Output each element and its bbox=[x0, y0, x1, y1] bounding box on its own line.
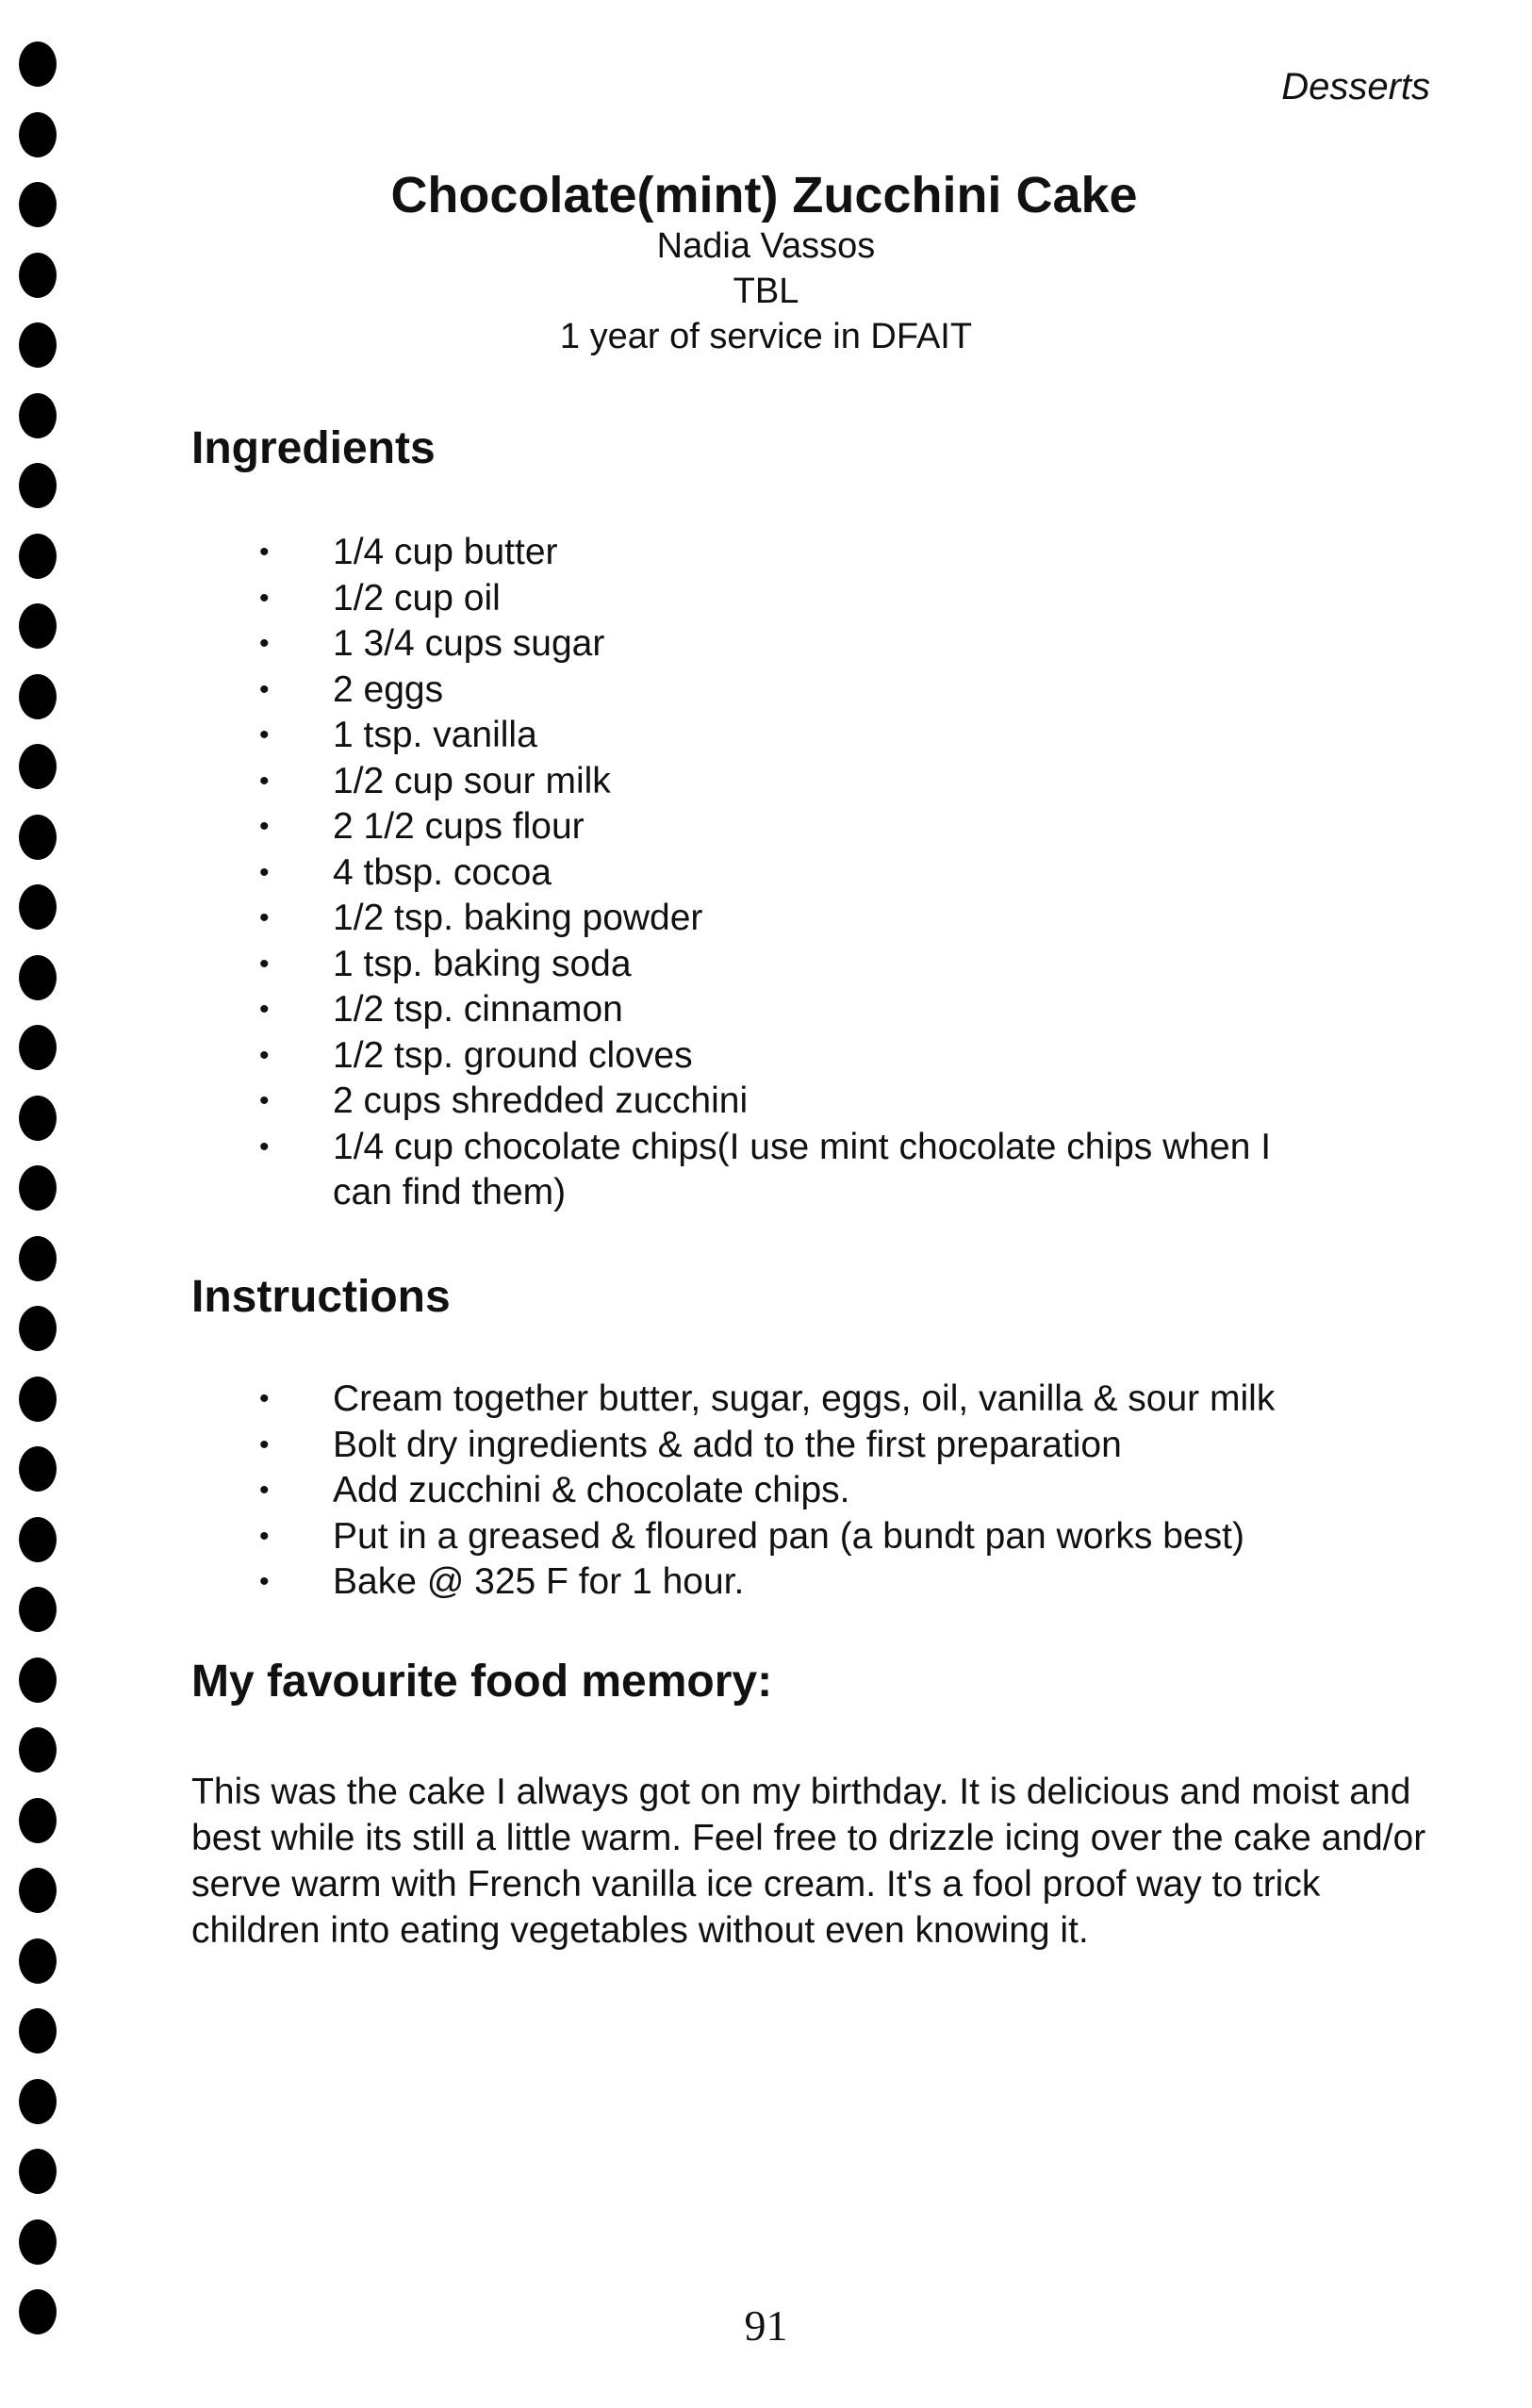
bullet-icon: • bbox=[259, 719, 270, 750]
ingredient-item-text: 1 tsp. vanilla bbox=[333, 715, 537, 755]
memory-heading: My favourite food memory: bbox=[191, 1657, 773, 1707]
ingredient-item-text: 1/4 cup butter bbox=[333, 532, 558, 572]
instruction-item bbox=[0, 1377, 1301, 1423]
instruction-item-text: Bolt dry ingredients & add to the first preparation bbox=[333, 1424, 1122, 1465]
ingredient-item bbox=[0, 896, 1301, 942]
bullet-icon: • bbox=[259, 582, 270, 614]
instruction-item bbox=[0, 1514, 1301, 1560]
recipe-service: 1 year of service in DFAIT bbox=[559, 317, 973, 357]
binding-hole bbox=[19, 2008, 57, 2053]
ingredient-item-text: 1/2 cup oil bbox=[333, 577, 501, 618]
recipe-author: Nadia Vassos bbox=[656, 226, 876, 267]
ingredient-item-text: 1/2 tsp. baking powder bbox=[333, 898, 703, 938]
ingredient-item-text: 1/2 cup sour milk bbox=[333, 760, 611, 801]
bullet-icon: • bbox=[259, 856, 270, 888]
ingredient-item bbox=[0, 668, 1301, 714]
ingredient-item bbox=[0, 804, 1301, 850]
binding-hole bbox=[19, 463, 57, 508]
bullet-icon: • bbox=[259, 994, 270, 1025]
ingredient-item-text: 2 1/2 cups flour bbox=[333, 806, 585, 847]
memory-text: This was the cake I always got on my birthday. It is delicious and moist and best while its still a little warm. Feel free to drizzle icing over the cake and/or serve warm with French vanilla ice cream. It's a fool proof way to trick children into eating vegetables without even knowing it. bbox=[191, 1772, 1426, 1951]
recipe-header bbox=[0, 168, 1532, 359]
bullet-icon: • bbox=[259, 1085, 270, 1116]
instructions-list bbox=[0, 1377, 1301, 1606]
bullet-icon: • bbox=[259, 1520, 270, 1552]
section-tag: Desserts bbox=[1281, 66, 1430, 107]
bullet-icon: • bbox=[259, 1428, 270, 1460]
ingredient-item-text: 1/2 tsp. cinnamon bbox=[333, 989, 623, 1030]
binding-hole bbox=[19, 1658, 57, 1703]
recipe-title: Chocolate(mint) Zucchini Cake bbox=[390, 167, 1138, 223]
binding-hole bbox=[19, 1798, 57, 1843]
binding-hole bbox=[19, 1236, 57, 1281]
binding-hole bbox=[19, 112, 57, 157]
ingredient-item bbox=[0, 1079, 1301, 1125]
bullet-icon: • bbox=[259, 673, 270, 705]
ingredient-item bbox=[0, 942, 1301, 988]
binding-holes bbox=[19, 41, 57, 2399]
bullet-icon: • bbox=[259, 1039, 270, 1071]
binding-hole bbox=[19, 1868, 57, 1913]
ingredient-item bbox=[0, 1125, 1301, 1216]
ingredient-item-text: 2 eggs bbox=[333, 668, 444, 710]
instruction-item-text: Cream together butter, sugar, eggs, oil, vanilla & sour milk bbox=[333, 1378, 1276, 1419]
instruction-item-text: Bake @ 325 F for 1 hour. bbox=[333, 1561, 745, 1602]
bullet-icon: • bbox=[259, 948, 270, 980]
binding-hole bbox=[19, 2079, 57, 2124]
bullet-icon: • bbox=[259, 1566, 270, 1597]
ingredient-item bbox=[0, 530, 1301, 576]
binding-hole bbox=[19, 393, 57, 438]
binding-hole bbox=[19, 1727, 57, 1773]
bullet-icon: • bbox=[259, 811, 270, 842]
page-number: 91 bbox=[744, 2301, 788, 2350]
instructions-heading: Instructions bbox=[191, 1272, 451, 1322]
ingredient-item-text: 1/2 tsp. ground cloves bbox=[333, 1034, 693, 1076]
bullet-icon: • bbox=[259, 536, 270, 568]
ingredient-item-text: 1 3/4 cups sugar bbox=[333, 623, 605, 664]
instruction-item-text: Add zucchini & chocolate chips. bbox=[333, 1470, 850, 1510]
ingredient-item-text: 2 cups shredded zucchini bbox=[333, 1080, 749, 1121]
binding-hole bbox=[19, 1938, 57, 1984]
binding-hole bbox=[19, 1306, 57, 1351]
bullet-icon: • bbox=[259, 1130, 270, 1163]
bullet-icon: • bbox=[259, 765, 270, 797]
instruction-item bbox=[0, 1468, 1301, 1514]
bullet-icon: • bbox=[259, 1475, 270, 1506]
ingredient-item bbox=[0, 759, 1301, 805]
instruction-item-text: Put in a greased & floured pan (a bundt pan works best) bbox=[333, 1515, 1244, 1557]
ingredient-item bbox=[0, 621, 1301, 668]
instruction-item bbox=[0, 1559, 1301, 1606]
ingredient-item-text: 1 tsp. baking soda bbox=[333, 943, 632, 984]
ingredients-list bbox=[0, 530, 1301, 1216]
binding-hole bbox=[19, 2219, 57, 2265]
bullet-icon: • bbox=[259, 628, 270, 659]
bullet-icon: • bbox=[259, 902, 270, 933]
ingredient-item bbox=[0, 850, 1301, 897]
ingredient-item bbox=[0, 713, 1301, 759]
instruction-item bbox=[0, 1423, 1301, 1469]
ingredient-item-text: 4 tbsp. cocoa bbox=[333, 851, 552, 893]
ingredient-item bbox=[0, 1033, 1301, 1080]
ingredients-heading: Ingredients bbox=[191, 423, 436, 473]
ingredient-item bbox=[0, 576, 1301, 622]
bullet-icon: • bbox=[259, 1383, 270, 1414]
ingredient-item-text: 1/4 cup chocolate chips(I use mint chocolate chips when I can find them) bbox=[333, 1126, 1272, 1212]
binding-hole bbox=[19, 41, 57, 87]
ingredient-item bbox=[0, 987, 1301, 1033]
binding-hole bbox=[19, 2149, 57, 2194]
recipe-division: TBL bbox=[733, 272, 799, 312]
